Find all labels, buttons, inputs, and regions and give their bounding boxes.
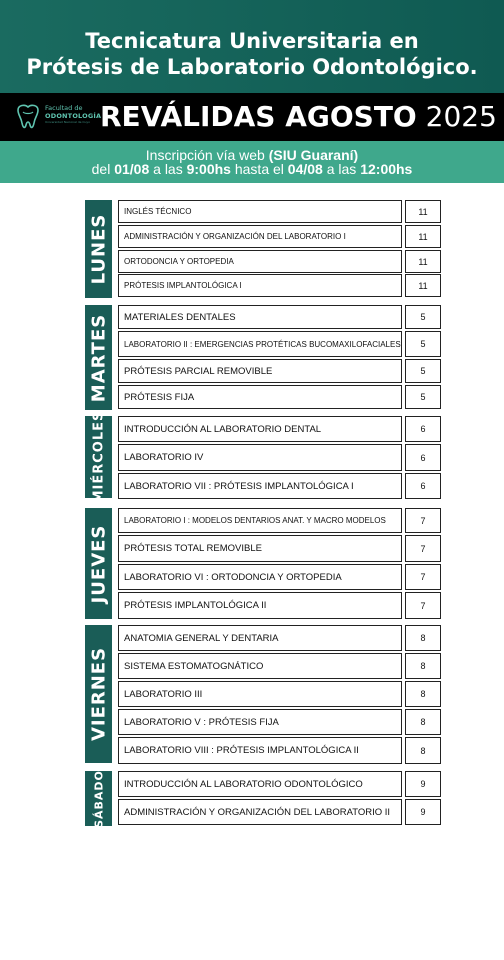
- subject-number: 11: [405, 274, 441, 297]
- day-tab-3: [85, 508, 112, 619]
- inscription-until-word: hasta el: [230, 161, 288, 177]
- subject-name: LABORATORIO VIII : PRÓTESIS IMPLANTOLÓGICA II: [118, 737, 402, 764]
- subject-name: LABORATORIO II : EMERGENCIAS PROTÉTICAS BUCOMAXILOFACIALES: [118, 331, 402, 357]
- subject-number: 7: [405, 508, 441, 533]
- day-tab-0: [85, 200, 112, 298]
- subject-number: 6: [405, 416, 441, 442]
- header-title-line1: Tecnicatura Universitaria en: [85, 29, 419, 53]
- inscription-banner: [0, 141, 504, 183]
- subject-number: 8: [405, 681, 441, 707]
- subject-name: ANATOMIA GENERAL Y DENTARIA: [118, 625, 402, 651]
- inscription-at-word: a las: [149, 161, 187, 177]
- subject-name: PRÓTESIS IMPLANTOLÓGICA II: [118, 592, 402, 619]
- day-tab-2: [85, 410, 112, 504]
- tooth-logo-icon: [14, 104, 42, 130]
- subject-number: 5: [405, 305, 441, 329]
- subject-number: 7: [405, 535, 441, 562]
- subject-number: 8: [405, 625, 441, 651]
- day-tab-5: [85, 771, 112, 826]
- revalidas-title-year: 2025: [425, 100, 497, 133]
- subject-name: ADMINISTRACIÓN Y ORGANIZACIÓN DEL LABORATORIO II: [118, 799, 402, 825]
- subject-name: LABORATORIO III: [118, 681, 402, 707]
- subject-name: SISTEMA ESTOMATOGNÁTICO: [118, 653, 402, 679]
- page-header: [0, 0, 504, 93]
- title-band: [0, 93, 504, 141]
- subject-name: LABORATORIO I : MODELOS DENTARIOS ANAT. Y MACRO MODELOS: [118, 508, 402, 533]
- subject-number: 6: [405, 473, 441, 499]
- subject-number: 5: [405, 359, 441, 383]
- logo-line1: Facultad de: [45, 104, 83, 112]
- subject-name: INGLÉS TÉCNICO: [118, 200, 402, 223]
- subject-name: LABORATORIO IV: [118, 444, 402, 471]
- logo-text: [45, 105, 101, 124]
- subject-name: INTRODUCCIÓN AL LABORATORIO ODONTOLÓGICO: [118, 771, 402, 797]
- subject-number: 6: [405, 444, 441, 471]
- inscription-line2: [0, 161, 504, 177]
- subject-number: 7: [405, 592, 441, 619]
- subject-name: LABORATORIO V : PRÓTESIS FIJA: [118, 709, 402, 735]
- header-title-line2: Prótesis de Laboratorio Odontológico.: [26, 55, 478, 79]
- subject-number: 5: [405, 331, 441, 357]
- inscription-text: Inscripción vía web: [145, 147, 269, 163]
- subject-number: 9: [405, 771, 441, 797]
- subject-number: 8: [405, 653, 441, 679]
- day-tab-1: [85, 305, 112, 410]
- subject-number: 8: [405, 737, 441, 764]
- subject-name: LABORATORIO VII : PRÓTESIS IMPLANTOLÓGICA I: [118, 473, 402, 499]
- inscription-start-time: 9:00hs: [186, 161, 231, 177]
- subject-number: 11: [405, 225, 441, 248]
- day-label: JUEVES: [88, 524, 109, 603]
- subject-name: LABORATORIO VI : ORTODONCIA Y ORTOPEDIA: [118, 564, 402, 590]
- inscription-end-time: 12:00hs: [360, 161, 413, 177]
- revalidas-title: [100, 97, 497, 137]
- subject-name: PRÓTESIS TOTAL REMOVIBLE: [118, 535, 402, 562]
- logo-line2: ODONTOLOGÍA: [45, 111, 102, 120]
- inscription-end-date: 04/08: [287, 161, 323, 177]
- day-label: MARTES: [88, 313, 109, 402]
- day-label: MIÉRCOLES: [91, 410, 106, 504]
- inscription-at-word-2: a las: [322, 161, 361, 177]
- subject-name: PRÓTESIS IMPLANTOLÓGICA I: [118, 274, 402, 297]
- subject-name: ADMINISTRACIÓN Y ORGANIZACIÓN DEL LABORATORIO I: [118, 225, 402, 248]
- subject-number: 8: [405, 709, 441, 735]
- subject-number: 11: [405, 200, 441, 223]
- subject-name: PRÓTESIS FIJA: [118, 385, 402, 409]
- inscription-start-date: 01/08: [114, 161, 150, 177]
- subject-name: ORTODONCIA Y ORTOPEDIA: [118, 250, 402, 273]
- revalidas-title-bold: REVÁLIDAS AGOSTO: [100, 100, 417, 133]
- subject-number: 11: [405, 250, 441, 273]
- day-label: SÁBADO: [92, 769, 105, 828]
- subject-name: MATERIALES DENTALES: [118, 305, 402, 329]
- day-tab-4: [85, 625, 112, 763]
- subject-name: INTRODUCCIÓN AL LABORATORIO DENTAL: [118, 416, 402, 442]
- faculty-logo: [14, 103, 102, 131]
- day-label: VIERNES: [88, 646, 109, 742]
- subject-name: PRÓTESIS PARCIAL REMOVIBLE: [118, 359, 402, 383]
- logo-line3: Universidad Nacional de Cuyo: [45, 120, 91, 124]
- subject-number: 7: [405, 564, 441, 590]
- subject-number: 9: [405, 799, 441, 825]
- subject-number: 5: [405, 385, 441, 409]
- inscription-from-word: del: [91, 161, 115, 177]
- day-label: LUNES: [88, 213, 109, 285]
- inscription-system: (SIU Guaraní): [268, 147, 359, 163]
